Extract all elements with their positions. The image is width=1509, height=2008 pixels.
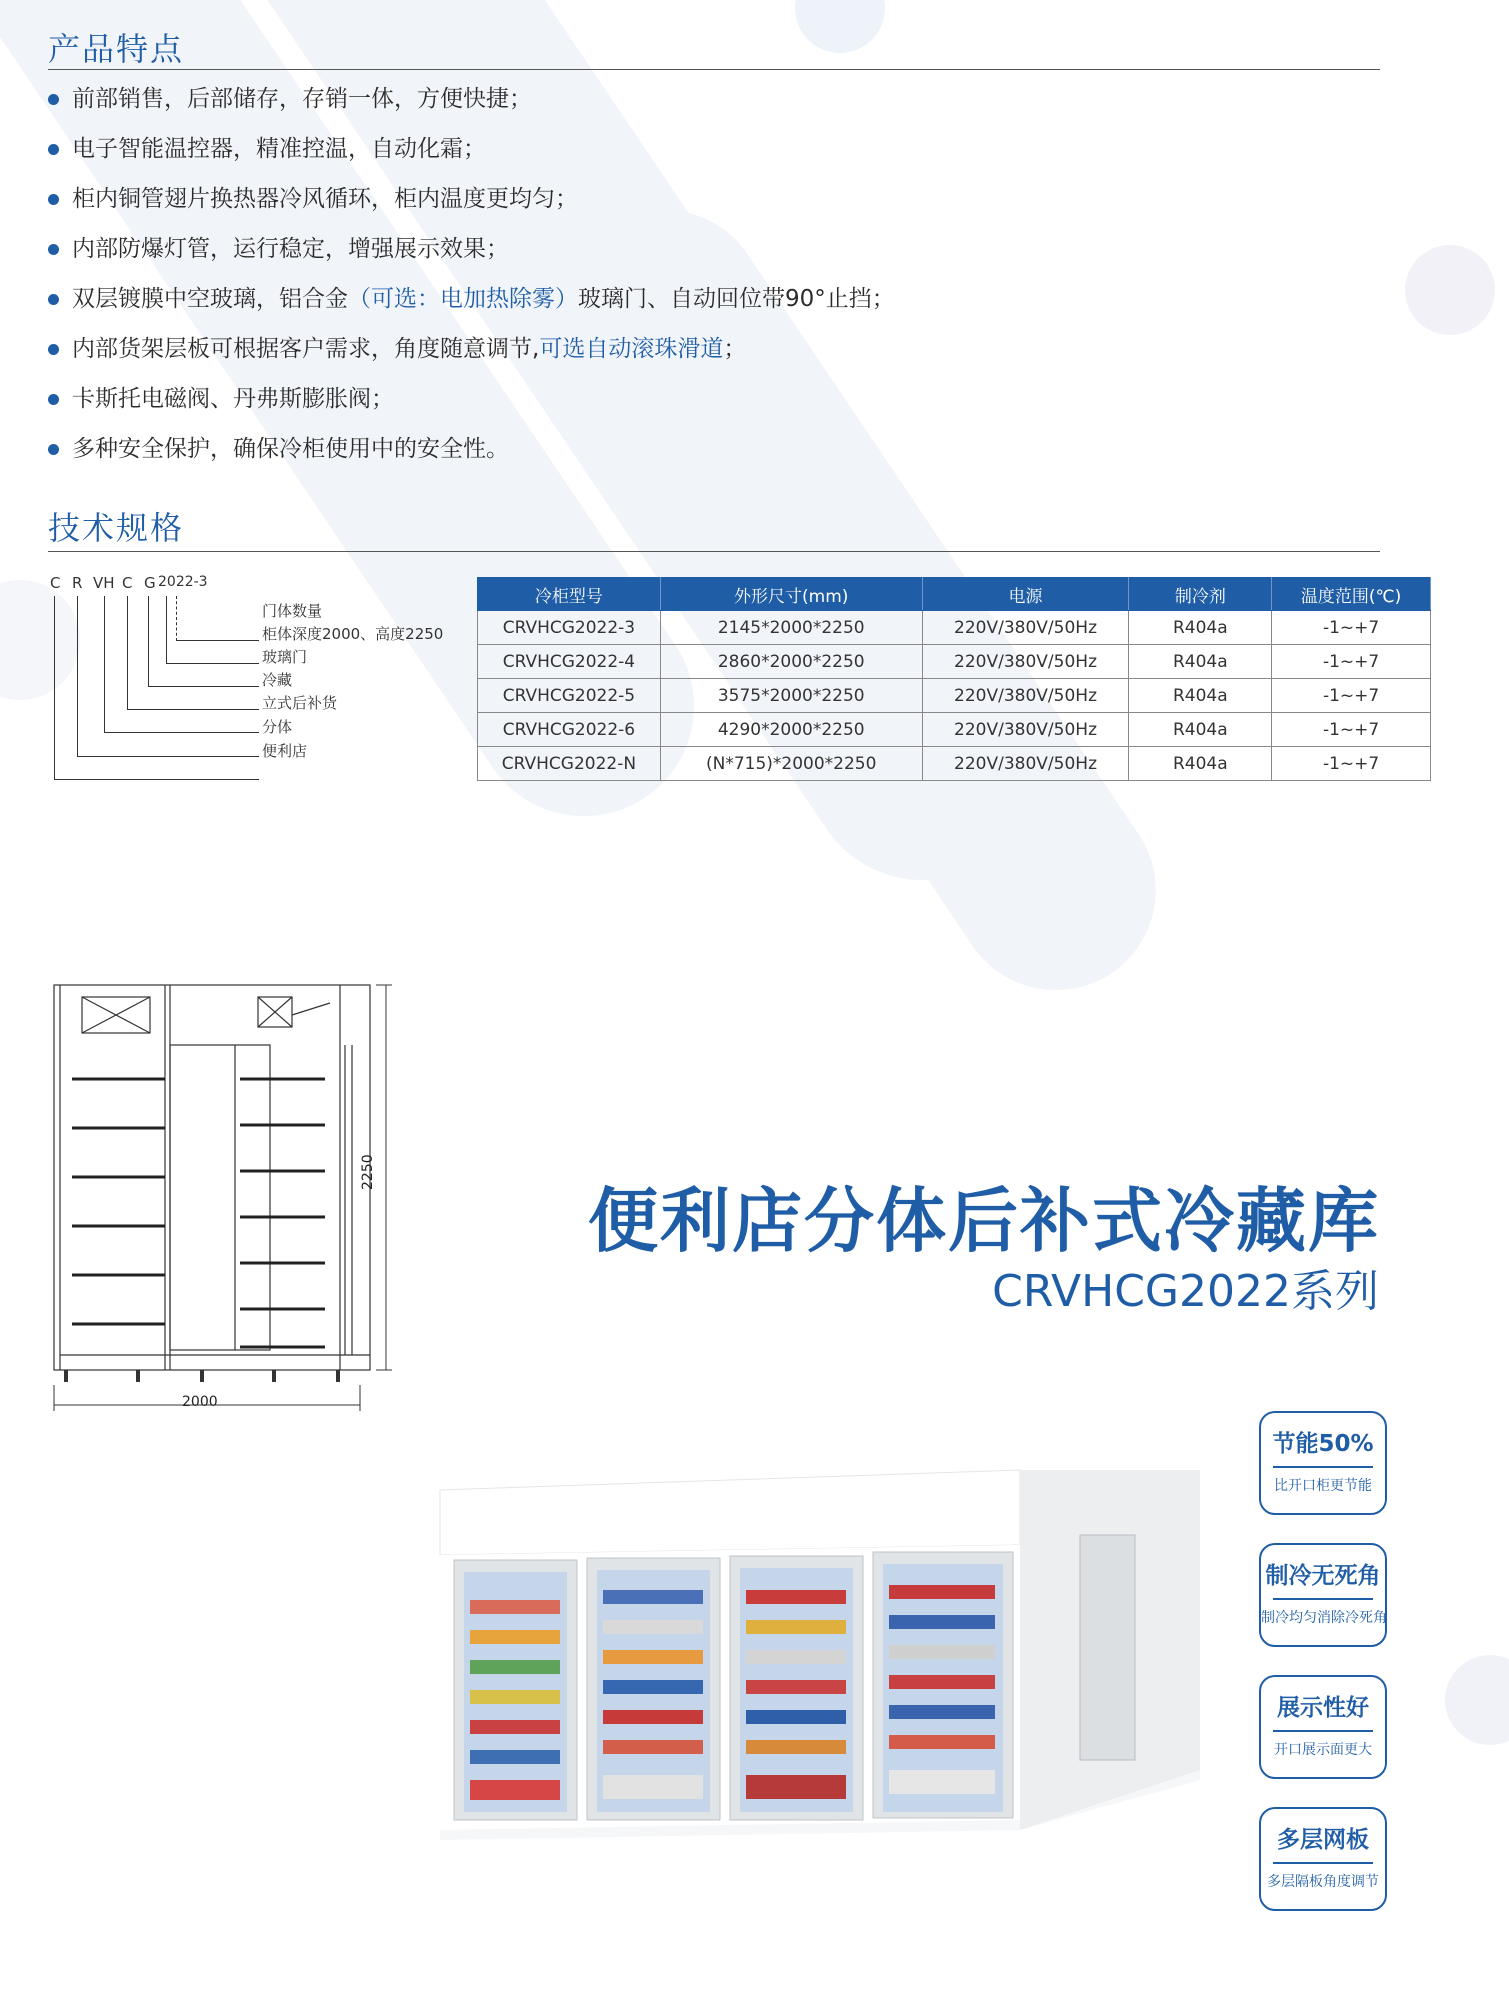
specs-title: 技术规格	[48, 509, 185, 547]
table-cell: 3575*2000*2250	[660, 679, 922, 713]
bullet-icon	[48, 394, 59, 405]
badge-divider	[1273, 1862, 1373, 1864]
badge-shelves	[1259, 1807, 1387, 1911]
badge-title: 展示性好	[1277, 1695, 1369, 1721]
code-label: 玻璃门	[262, 648, 308, 666]
table-cell: 220V/380V/50Hz	[922, 747, 1129, 781]
feature-item: 前部销售，后部储存，存销一体，方便快捷；	[48, 82, 1048, 132]
side-view-drawing	[40, 975, 400, 1415]
badge-divider	[1273, 1730, 1373, 1732]
header-cell: 冷柜型号	[478, 578, 661, 611]
table-cell: R404a	[1129, 713, 1272, 747]
model-code-diagram	[48, 570, 468, 770]
table-cell: -1~+7	[1272, 611, 1431, 645]
badge-cooling	[1259, 1543, 1387, 1647]
badge-subtitle: 多层隔板角度调节	[1267, 1873, 1379, 1890]
product-series: CRVHCG2022系列	[992, 1266, 1379, 1317]
feature-item: 卡斯托电磁阀、丹弗斯膨胀阀；	[48, 382, 1048, 432]
specs-divider	[48, 551, 1380, 552]
table-cell: 220V/380V/50Hz	[922, 645, 1129, 679]
badge-divider	[1273, 1466, 1373, 1468]
table-cell: CRVHCG2022-6	[478, 713, 661, 747]
cold-room-product-image	[430, 1440, 1210, 1840]
badge-title: 制冷无死角	[1265, 1563, 1381, 1589]
table-row	[478, 747, 1431, 781]
badge-subtitle: 比开口柜更节能	[1274, 1477, 1372, 1494]
table-row	[478, 611, 1431, 645]
badge-subtitle: 开口展示面更大	[1274, 1741, 1372, 1758]
feature-item: 柜内铜管翅片换热器冷风循环，柜内温度更均匀；	[48, 182, 1048, 232]
table-row	[478, 713, 1431, 747]
bullet-icon	[48, 194, 59, 205]
badge-subtitle: 制冷均匀消除冷死角	[1261, 1609, 1387, 1626]
features-divider	[48, 69, 1380, 70]
table-cell: 220V/380V/50Hz	[922, 713, 1129, 747]
header-cell: 电源	[922, 578, 1129, 611]
feature-item: 双层镀膜中空玻璃，铝合金（可选：电加热除雾）玻璃门、自动回位带90°止挡；	[48, 282, 1048, 332]
bullet-icon	[48, 244, 59, 255]
code-letter: G	[144, 574, 156, 592]
bullet-icon	[48, 144, 59, 155]
badge-display	[1259, 1675, 1387, 1779]
features-list	[48, 82, 1048, 482]
spec-table	[477, 577, 1431, 781]
header-cell: 外形尺寸(mm)	[660, 578, 922, 611]
code-letter: C	[50, 574, 61, 592]
spec-table-header	[478, 578, 1431, 611]
header-cell: 制冷剂	[1129, 578, 1272, 611]
height-dimension-label: 2250	[360, 1154, 376, 1190]
table-cell: R404a	[1129, 679, 1272, 713]
table-row	[478, 645, 1431, 679]
table-cell: 2860*2000*2250	[660, 645, 922, 679]
product-title: 便利店分体后补式冷藏库	[588, 1180, 1380, 1262]
header-cell: 温度范围(℃)	[1272, 578, 1431, 611]
table-cell: 2145*2000*2250	[660, 611, 922, 645]
table-cell: -1~+7	[1272, 747, 1431, 781]
feature-item: 内部货架层板可根据客户需求，角度随意调节,可选自动滚珠滑道；	[48, 332, 1048, 382]
table-cell: CRVHCG2022-5	[478, 679, 661, 713]
code-label: 门体数量	[262, 602, 323, 620]
code-label: 分体	[262, 718, 293, 736]
table-cell: CRVHCG2022-3	[478, 611, 661, 645]
bullet-icon	[48, 444, 59, 455]
code-letter: VH	[93, 574, 115, 592]
code-label: 立式后补货	[262, 694, 338, 712]
feature-highlight: 可选自动滚珠滑道	[539, 336, 724, 362]
code-letter: 2022-3	[158, 574, 208, 590]
table-row	[478, 679, 1431, 713]
table-cell: -1~+7	[1272, 645, 1431, 679]
features-title: 产品特点	[48, 30, 185, 68]
table-cell: (N*715)*2000*2250	[660, 747, 922, 781]
bullet-icon	[48, 294, 59, 305]
code-connector	[54, 596, 259, 780]
code-label: 冷藏	[262, 671, 293, 689]
table-cell: 220V/380V/50Hz	[922, 611, 1129, 645]
table-cell: R404a	[1129, 645, 1272, 679]
badge-divider	[1273, 1598, 1373, 1600]
table-cell: R404a	[1129, 747, 1272, 781]
table-cell: CRVHCG2022-4	[478, 645, 661, 679]
width-dimension-label: 2000	[182, 1394, 218, 1410]
code-label: 便利店	[262, 742, 308, 760]
bullet-icon	[48, 344, 59, 355]
feature-item: 多种安全保护，确保冷柜使用中的安全性。	[48, 432, 1048, 482]
badge-title: 节能50%	[1272, 1431, 1374, 1457]
code-letter: R	[72, 574, 83, 592]
table-cell: 4290*2000*2250	[660, 713, 922, 747]
feature-item: 内部防爆灯管，运行稳定，增强展示效果；	[48, 232, 1048, 282]
feature-highlight: （可选：电加热除雾）	[348, 286, 578, 312]
table-cell: 220V/380V/50Hz	[922, 679, 1129, 713]
code-letter: C	[122, 574, 133, 592]
table-cell: -1~+7	[1272, 679, 1431, 713]
code-label: 柜体深度2000、高度2250	[262, 625, 444, 643]
table-cell: CRVHCG2022-N	[478, 747, 661, 781]
table-cell: R404a	[1129, 611, 1272, 645]
bullet-icon	[48, 94, 59, 105]
table-cell: -1~+7	[1272, 713, 1431, 747]
badge-energy-saving	[1259, 1411, 1387, 1515]
badge-title: 多层网板	[1277, 1827, 1369, 1853]
feature-item: 电子智能温控器，精准控温，自动化霜；	[48, 132, 1048, 182]
